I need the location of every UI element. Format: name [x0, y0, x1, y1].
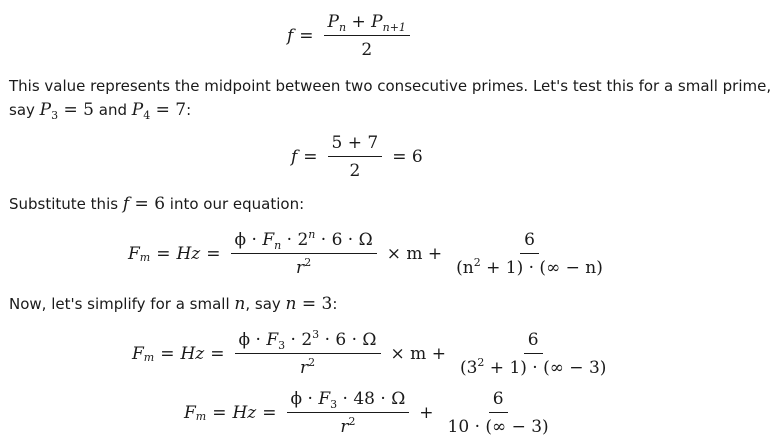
equation-general: F $_m$ = Hz = $\frac{\phi \cdot F_n \cdot 2^n \cdot 6 \cdot \Omega}{r^2}$ × m + $\frac{6}{(n^2 + 1) \cdot (\infty - n)}$	[128, 230, 611, 278]
equation-n3: F $_m$ = Hz = $\frac{\phi \cdot F_3 \cdot 2^3 \cdot 6 \cdot \Omega}{r^2}$ × m + $\frac{6}{(3^2 + 1) \cdot (\infty - 3)}$	[132, 330, 614, 378]
paragraph-simplify: Now, let's simplify for a small n, say n = 3:	[9, 294, 338, 314]
simplified-fraction-1: $\frac{\phi \cdot F_3 \cdot 48 \cdot \Omega}{r^2}$	[287, 389, 410, 437]
p3-expression: $P_3 = 5$	[39, 100, 94, 122]
midpoint-formula	[287, 12, 414, 60]
fraction-numerator: $P_n + P_{n+1}$	[324, 12, 410, 36]
n3-fraction-1: $\frac{\phi \cdot F_3 \cdot 2^3 \cdot 6 \cdot \Omega}{r^2}$	[235, 330, 381, 378]
midpoint-example: f = $\frac{5 + 7}{2}$ = 6	[291, 133, 423, 181]
equation-simplified: F $_m$ = Hz = $\frac{\phi \cdot F_3 \cdot 48 \cdot \Omega}{r^2}$ + $\frac{6}{10 \cdot (\infty - 3)}$	[184, 389, 557, 437]
midpoint-fraction	[324, 12, 410, 60]
simplified-fraction-2: $\frac{6}{10 \cdot (\infty - 3)}$	[447, 389, 549, 437]
p4-expression: $P_4 = 7$	[131, 100, 187, 122]
paragraph-line-1: This value represents the midpoint between two consecutive primes. Let's test this for a small prime,	[9, 77, 771, 95]
example-fraction: $\frac{5 + 7}{2}$	[328, 133, 383, 181]
paragraph-substitute: Substitute this f = 6 into our equation:	[9, 194, 305, 214]
n3-fraction-2: $\frac{6}{(3^2 + 1) \cdot (\infty - 3)}$	[459, 330, 607, 378]
general-fraction-1: $\frac{\phi \cdot F_n \cdot 2^n \cdot 6 \cdot \Omega}{r^2}$	[231, 230, 377, 278]
f-symbol: f	[287, 26, 294, 46]
paragraph-midpoint: This value represents the midpoint between two consecutive primes. Let's test this for a small prime, say $P_3 = 5$ and $P_4 = 7$:	[9, 77, 771, 122]
fraction-denominator: 2	[361, 40, 373, 60]
general-fraction-2: $\frac{6}{(n^2 + 1) \cdot (\infty - n)}$	[456, 230, 603, 278]
example-result: = 6	[392, 147, 423, 167]
equals-sign: =	[299, 26, 314, 46]
